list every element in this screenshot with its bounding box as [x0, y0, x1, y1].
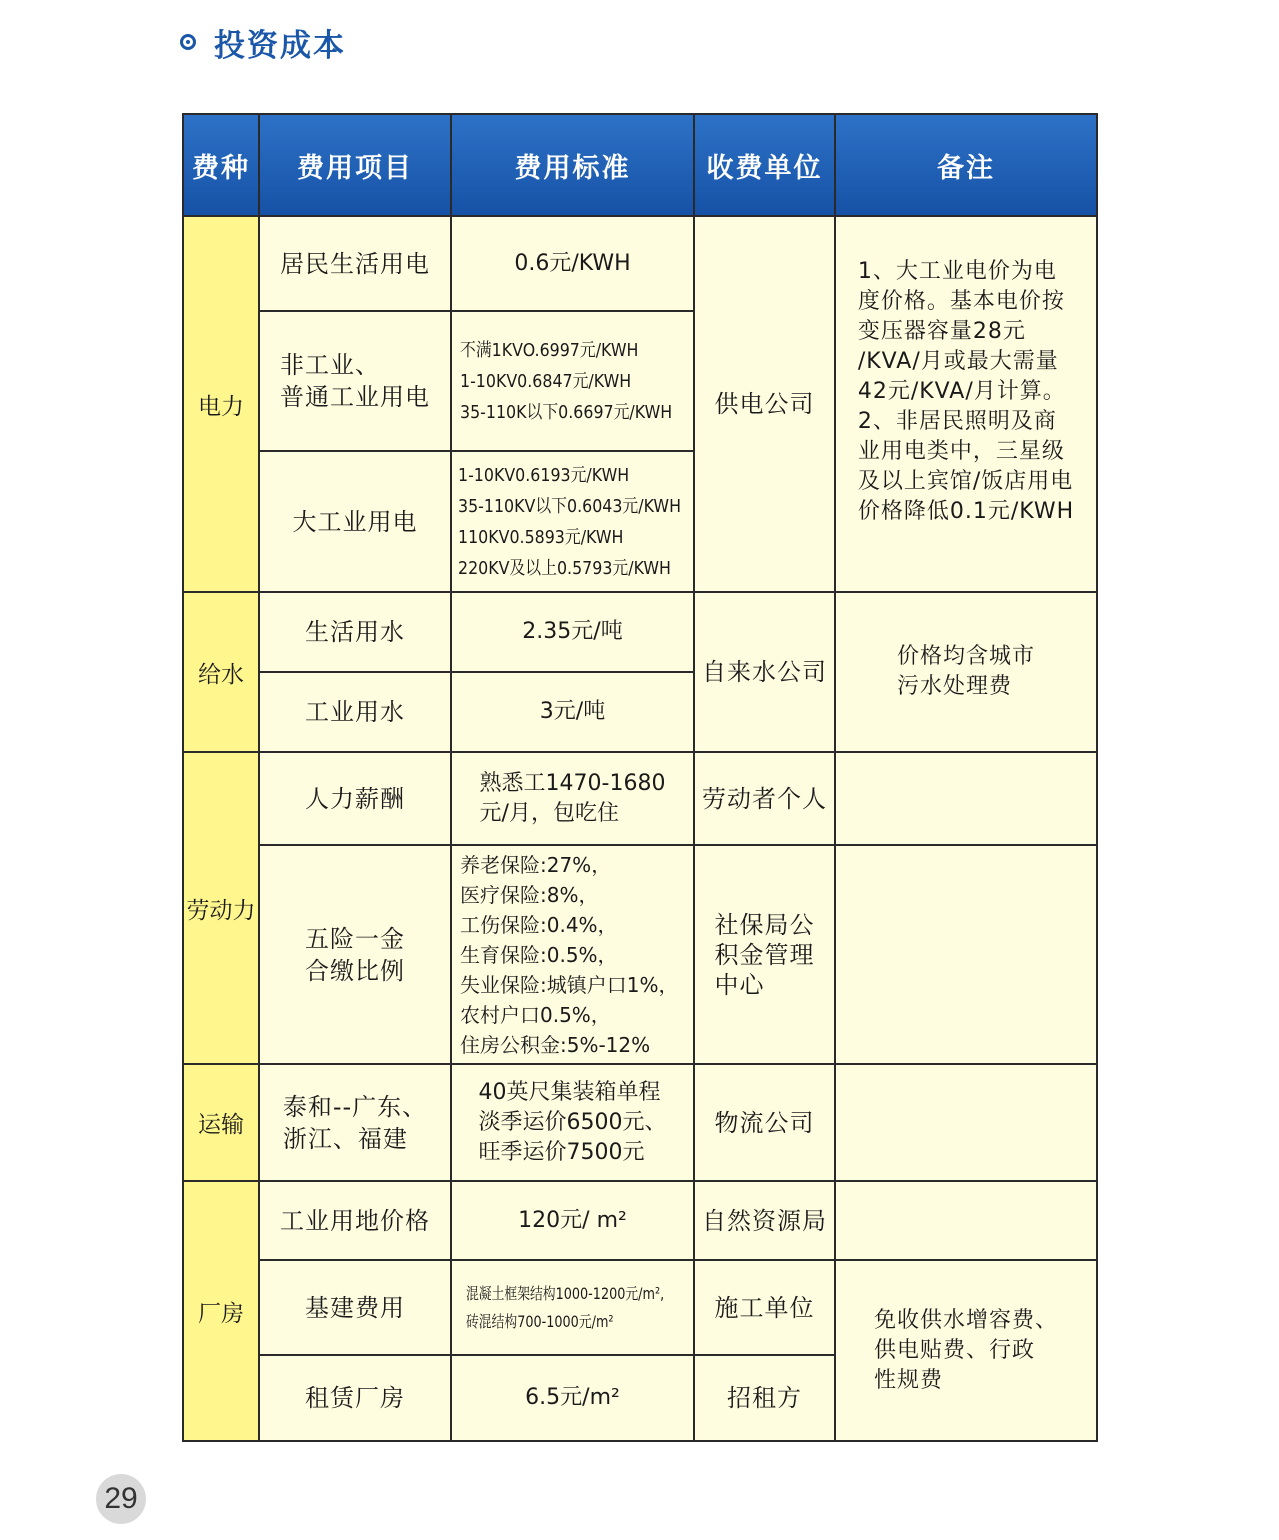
unit-cell: 劳动者个人: [694, 752, 835, 845]
bullet-icon: [180, 34, 196, 50]
unit-cell: 社保局公 积金管理 中心: [694, 845, 835, 1064]
table-row: [183, 845, 1097, 1064]
table-header-row: [183, 114, 1097, 216]
item-cell: 生活用水: [259, 592, 451, 672]
section-title: 投资成本: [214, 27, 346, 64]
standard-cell: 40英尺集装箱单程 淡季运价6500元、 旺季运价7500元: [451, 1064, 694, 1181]
item-cell: 居民生活用电: [259, 216, 451, 311]
header-note: 备注: [835, 114, 1097, 216]
item-cell: 工业用地价格: [259, 1181, 451, 1260]
header-unit: 收费单位: [694, 114, 835, 216]
item-cell: 大工业用电: [259, 451, 451, 592]
table-row: [183, 1181, 1097, 1260]
standard-cell: 2.35元/吨: [451, 592, 694, 672]
item-cell: 基建费用: [259, 1260, 451, 1355]
category-factory: 厂房: [183, 1181, 259, 1441]
standard-cell: 养老保险:27%， 医疗保险:8%， 工伤保险:0.4%， 生育保险:0.5%， 失业保险:城镇户口1%， 农村户口0.5%， 住房公积金:5%-12%: [451, 845, 694, 1064]
unit-cell: 供电公司: [694, 216, 835, 592]
note-cell: [835, 1181, 1097, 1260]
header-category: 费种: [183, 114, 259, 216]
table-row: [183, 1260, 1097, 1355]
unit-cell: 施工单位: [694, 1260, 835, 1355]
standard-cell: 熟悉工1470-1680 元/月，包吃住: [451, 752, 694, 845]
standard-cell: 不满1KVO.6997元/KWH 1-10KV0.6847元/KWH 35-110K以下0.6697元/KWH: [451, 311, 694, 451]
table-row: [183, 752, 1097, 845]
investment-cost-table: [182, 113, 1098, 1442]
item-cell: 非工业、 普通工业用电: [259, 311, 451, 451]
category-water: 给水: [183, 592, 259, 752]
item-cell: 人力薪酬: [259, 752, 451, 845]
unit-cell: 自来水公司: [694, 592, 835, 752]
category-labor: 劳动力: [183, 752, 259, 1064]
header-item: 费用项目: [259, 114, 451, 216]
note-cell: 1、大工业电价为电 度价格。基本电价按 变压器容量28元 /KVA/月或最大需量 42元/KVA/月计算。 2、非居民照明及商 业用电类中，三星级 及以上宾馆/饭店用电 价格降低0.1元/KWH: [835, 216, 1097, 592]
page-number: 29: [96, 1474, 146, 1524]
note-cell: 价格均含城市 污水处理费: [835, 592, 1097, 752]
note-cell: [835, 845, 1097, 1064]
table-row: [183, 592, 1097, 672]
standard-cell: 120元/ m²: [451, 1181, 694, 1260]
standard-cell: 0.6元/KWH: [451, 216, 694, 311]
standard-cell: 1-10KV0.6193元/KWH 35-110KV以下0.6043元/KWH 110KV0.5893元/KWH 220KV及以上0.5793元/KWH: [451, 451, 694, 592]
item-cell: 五险一金 合缴比例: [259, 845, 451, 1064]
item-cell: 租赁厂房: [259, 1355, 451, 1441]
unit-cell: 招租方: [694, 1355, 835, 1441]
category-transport: 运输: [183, 1064, 259, 1181]
category-electric: 电力: [183, 216, 259, 592]
unit-cell: 物流公司: [694, 1064, 835, 1181]
section-heading: [180, 20, 346, 64]
table-row: [183, 216, 1097, 311]
note-cell: [835, 752, 1097, 845]
unit-cell: 自然资源局: [694, 1181, 835, 1260]
header-standard: 费用标准: [451, 114, 694, 216]
table-row: [183, 1064, 1097, 1181]
standard-cell: 混凝土框架结构1000-1200元/m², 砖混结构700-1000元/m²: [451, 1260, 694, 1355]
note-cell: 免收供水增容费、 供电贴费、行政 性规费: [835, 1260, 1097, 1441]
standard-cell: 3元/吨: [451, 672, 694, 752]
note-cell: [835, 1064, 1097, 1181]
item-cell: 泰和--广东、 浙江、福建: [259, 1064, 451, 1181]
standard-cell: 6.5元/m²: [451, 1355, 694, 1441]
item-cell: 工业用水: [259, 672, 451, 752]
